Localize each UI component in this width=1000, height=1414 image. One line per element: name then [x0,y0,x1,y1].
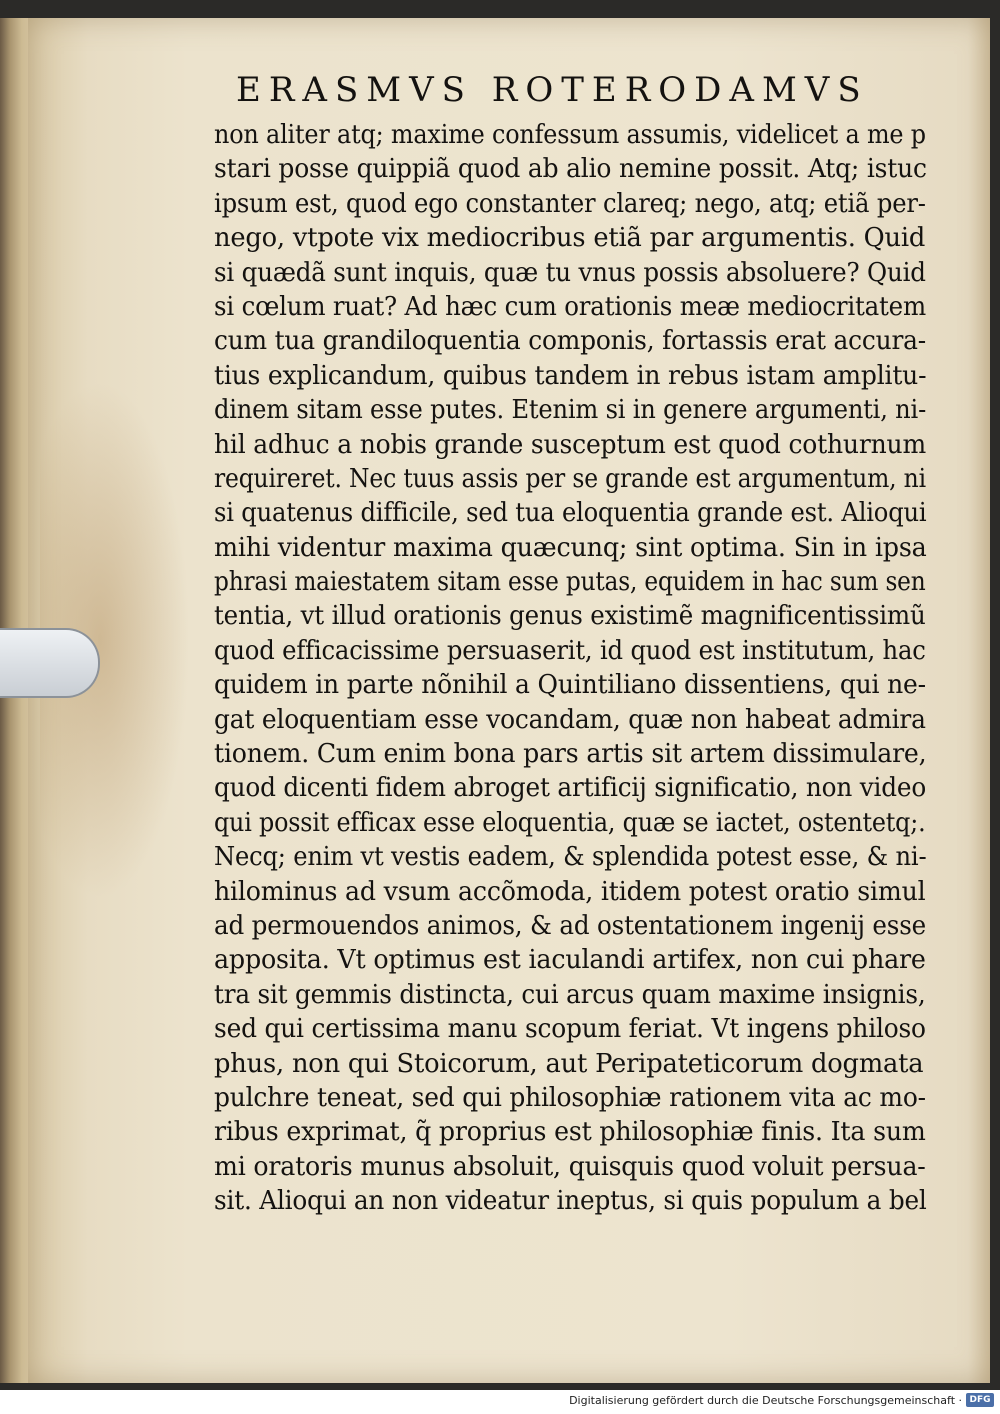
text-line: tionem. Cum enim bona pars artis sit artem dissimulare, [214,739,927,770]
text-line: phus, non qui Stoicorum, aut Peripateticorum dogmata [214,1048,924,1079]
text-line: tra sit gemmis distincta, cui arcus quam maxime insignis, [214,979,926,1010]
body-text [214,118,934,1219]
text-line: sed qui certissima manu scopum feriat. Vt ingens philoso [214,1014,926,1045]
funding-notice: Digitalisierung gefördert durch die Deutsche Forschungsgemeinschaft · [569,1394,962,1407]
text-line: requireret. Nec tuus assis per se grande est argumentum, ni [214,463,926,494]
text-line: phrasi maiestatem sitam esse putas, equidem in hac sum sen [214,567,926,598]
footer-bar [0,1390,1000,1414]
text-line: nego, vtpote vix mediocribus etiã par argumentis. Quid [214,223,926,254]
text-line: qui possit efficax esse eloquentia, quæ se iactet, ostentetq;. [214,807,926,838]
text-line: si quædã sunt inquis, quæ tu vnus possis absoluere? Quid [214,257,926,288]
text-line: dinem sitam esse putes. Etenim si in genere argumenti, ni- [214,395,927,426]
text-line: non aliter atq; maxime confessum assumis, videlicet a me p [214,120,926,150]
text-line: ipsum est, quod ego constanter clareq; nego, atq; etiã per- [214,188,926,219]
text-line: quod dicenti fidem abroget artificij significatio, non video [214,773,927,804]
text-line: Necq; enim vt vestis eadem, & splendida potest esse, & ni- [214,842,927,873]
page-clip [0,628,100,698]
text-line: ad permouendos animos, & ad ostentationem ingenij esse [214,910,927,941]
dfg-logo: DFG [966,1393,994,1407]
text-line: mi oratoris munus absoluit, quisquis quod voluit persua- [214,1151,926,1182]
text-line: cum tua grandiloquentia componis, fortassis erat accura- [214,326,926,357]
text-line: gat eloquentiam esse vocandam, quæ non habeat admira [214,704,926,735]
text-line: stari posse quippiã quod ab alio nemine possit. Atq; istuc [214,154,927,185]
text-line: quidem in parte nõnihil a Quintiliano dissentiens, qui ne- [214,670,926,701]
text-line: pulchre teneat, sed qui philosophiæ rationem vita ac mo- [214,1082,926,1113]
running-header: ERASMVS ROTERODAMVS [236,70,869,110]
text-line: hil adhuc a nobis grande susceptum est quod cothurnum [214,429,926,460]
text-line: sit. Alioqui an non videatur ineptus, si quis populum a bel [214,1186,927,1217]
text-line: tentia, vt illud orationis genus existimẽ magnificentissimũ [214,601,926,632]
text-line: hilominus ad vsum accõmoda, itidem potest oratio simul [214,876,926,907]
text-line: mihi videntur maxima quæcunq; sint optima. Sin in ipsa [214,532,927,563]
text-line: tius explicandum, quibus tandem in rebus istam amplitu- [214,360,927,391]
text-line: apposita. Vt optimus est iaculandi artifex, non cui phare [214,945,926,976]
text-line: ribus exprimat, q̃ proprius est philosophiæ finis. Ita sum [214,1117,926,1148]
text-line: si quatenus difficile, sed tua eloquentia grande est. Alioqui [214,498,927,529]
text-line: quod efficacissime persuaserit, id quod est institutum, hac [214,635,926,666]
text-line: si cœlum ruat? Ad hæc cum orationis meæ mediocritatem [214,291,926,322]
